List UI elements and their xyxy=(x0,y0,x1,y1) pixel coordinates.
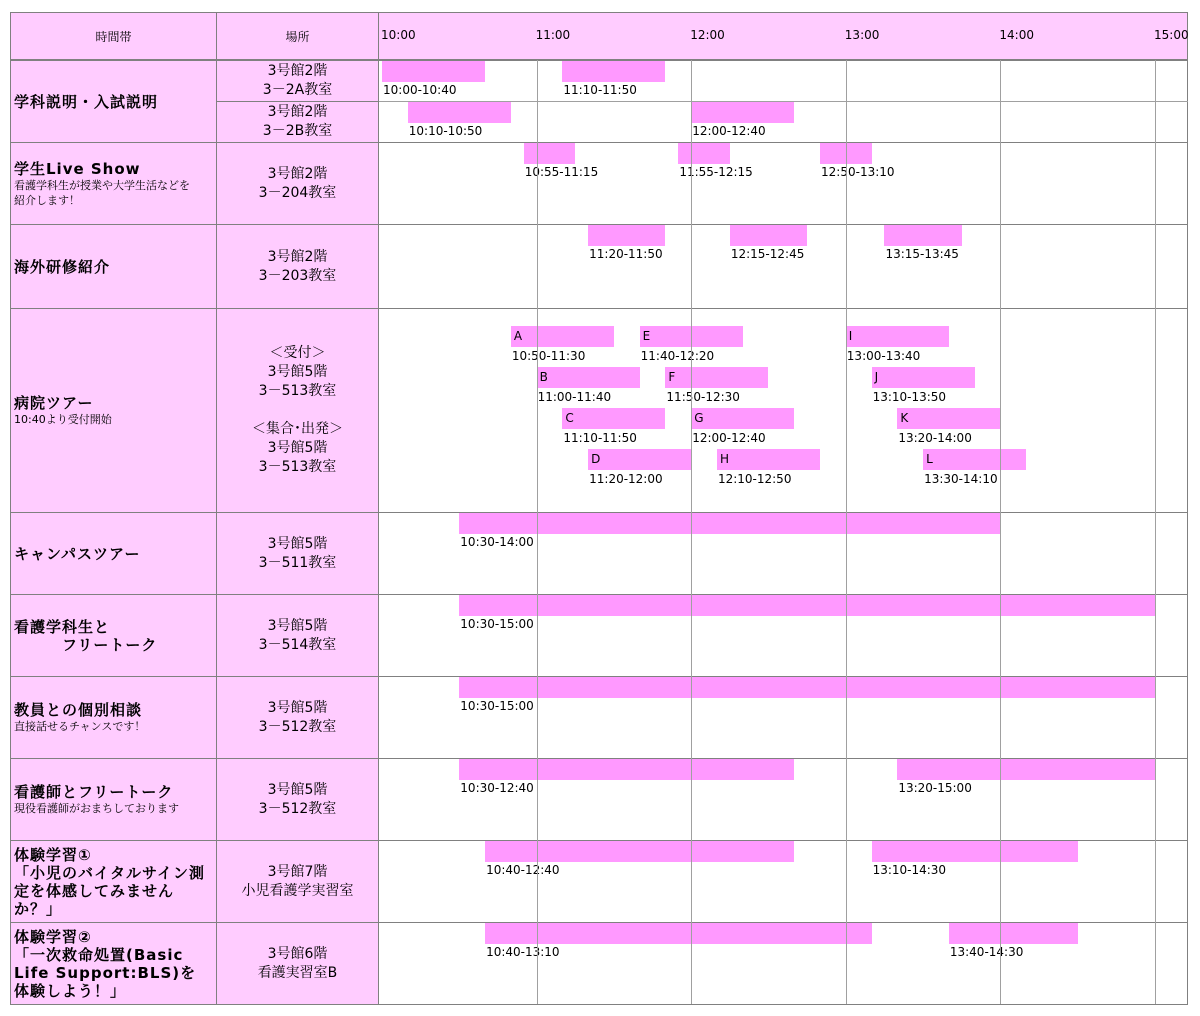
location-cell: 3号館5階 3－512教室 xyxy=(216,676,379,759)
session-time-label: 12:00-12:40 xyxy=(692,124,766,138)
tour-bar[interactable] xyxy=(872,367,975,388)
location-cell: 3号館7階 小児看護学実習室 xyxy=(216,840,379,923)
session-time-label: 10:30-14:00 xyxy=(460,535,534,549)
session-bar[interactable] xyxy=(485,923,872,944)
session-bar[interactable] xyxy=(588,225,665,246)
session-bar[interactable] xyxy=(730,225,807,246)
session-bar[interactable] xyxy=(524,143,576,164)
session-time-label: 10:40-12:40 xyxy=(486,863,560,877)
session-time-label: 10:40-13:10 xyxy=(486,945,560,959)
time-tick-label: 11:00 xyxy=(535,28,571,42)
header-time-slot: 時間帯 xyxy=(10,12,217,60)
tour-time-label: 12:10-12:50 xyxy=(717,472,792,486)
session-bar[interactable] xyxy=(691,102,794,123)
tour-time-label: 10:50-11:30 xyxy=(511,349,586,363)
event-subtitle: 看護学科生が授業や大学生活などを 紹介します！ xyxy=(14,178,190,207)
event-label-cell xyxy=(10,224,217,309)
event-title: 学科説明・入試説明 xyxy=(14,92,159,111)
tour-letter: L xyxy=(926,452,933,466)
event-label-cell xyxy=(10,308,217,513)
location-cell: 3号館5階 3－511教室 xyxy=(216,512,379,595)
session-time-label: 13:40-14:30 xyxy=(949,945,1024,959)
tour-time-label: 12:00-12:40 xyxy=(692,431,766,445)
session-time-label: 12:50-13:10 xyxy=(821,165,895,179)
header-timeline xyxy=(378,12,1188,60)
event-label-cell xyxy=(10,60,217,143)
event-label-cell xyxy=(10,922,217,1005)
event-title: 教員との個別相談 xyxy=(14,701,143,719)
tour-time-label: 11:20-12:00 xyxy=(589,472,663,486)
location-cell: 3号館2階 3－203教室 xyxy=(216,224,379,309)
tour-time-label: 11:00-11:40 xyxy=(537,390,612,404)
event-label-cell xyxy=(10,840,217,923)
tour-bar[interactable] xyxy=(588,449,691,470)
session-bar[interactable] xyxy=(459,677,1155,698)
location-cell: 3号館2階 3－2B教室 xyxy=(216,101,379,143)
timeline-cell xyxy=(378,142,1188,225)
event-label-cell xyxy=(10,594,217,677)
event-label-cell xyxy=(10,142,217,225)
tour-bar[interactable] xyxy=(717,449,820,470)
hour-gridline xyxy=(691,60,692,1004)
tour-bar[interactable] xyxy=(691,408,794,429)
event-title: キャンパスツアー xyxy=(14,544,141,563)
event-title: 海外研修紹介 xyxy=(14,257,111,276)
session-time-label: 13:15-13:45 xyxy=(885,247,959,261)
tour-letter: A xyxy=(513,329,523,343)
location-cell: 3号館2階 3－2A教室 xyxy=(216,60,379,102)
tour-time-label: 11:10-11:50 xyxy=(563,431,637,445)
tour-bar[interactable] xyxy=(846,326,949,347)
session-bar[interactable] xyxy=(485,841,794,862)
time-tick-label: 12:00 xyxy=(690,28,725,42)
session-bar[interactable] xyxy=(459,513,1000,534)
tour-time-label: 11:50-12:30 xyxy=(666,390,740,404)
tour-bar[interactable] xyxy=(562,408,665,429)
event-label-cell xyxy=(10,512,217,595)
session-bar[interactable] xyxy=(949,923,1078,944)
event-subtitle: 10:40より受付開始 xyxy=(14,413,112,426)
tour-letter: F xyxy=(668,370,676,384)
tour-bar[interactable] xyxy=(537,367,640,388)
tour-letter: C xyxy=(565,411,574,425)
time-tick-label: 14:00 xyxy=(999,28,1034,42)
tour-time-label: 13:00-13:40 xyxy=(846,349,921,363)
session-bar[interactable] xyxy=(678,143,730,164)
session-time-label: 10:30-15:00 xyxy=(460,617,534,631)
hour-gridline xyxy=(1000,60,1001,1004)
location-cell: ＜受付＞ 3号館5階 3－513教室 ＜集合･出発＞ 3号館5階 3－513教室 xyxy=(216,308,379,513)
session-time-label: 13:10-14:30 xyxy=(872,863,947,877)
tour-letter: B xyxy=(539,370,548,384)
event-subtitle: 直接話せるチャンスです！ xyxy=(14,720,146,733)
session-time-label: 10:10-10:50 xyxy=(408,124,483,138)
event-label-cell xyxy=(10,676,217,759)
session-time-label: 10:55-11:15 xyxy=(524,165,599,179)
tour-letter: H xyxy=(719,452,729,466)
session-bar[interactable] xyxy=(897,759,1155,780)
session-time-label: 12:15-12:45 xyxy=(730,247,805,261)
header-location: 場所 xyxy=(216,12,379,60)
session-bar[interactable] xyxy=(884,225,961,246)
tour-bar[interactable] xyxy=(511,326,614,347)
time-tick-label: 15:00 xyxy=(1154,28,1189,42)
session-bar[interactable] xyxy=(562,61,665,82)
session-bar[interactable] xyxy=(382,61,485,82)
session-bar[interactable] xyxy=(459,759,794,780)
session-time-label: 10:30-12:40 xyxy=(460,781,534,795)
tour-letter: E xyxy=(642,329,651,343)
tour-time-label: 13:30-14:10 xyxy=(924,472,998,486)
tour-letter: D xyxy=(591,452,601,466)
session-time-label: 11:10-11:50 xyxy=(563,83,637,97)
tour-time-label: 13:10-13:50 xyxy=(872,390,947,404)
session-time-label: 10:30-15:00 xyxy=(460,699,534,713)
hour-gridline xyxy=(537,60,538,1004)
tour-bar[interactable] xyxy=(923,449,1026,470)
session-time-label: 11:55-12:15 xyxy=(679,165,753,179)
event-title: 看護師とフリートーク xyxy=(14,783,174,801)
tour-letter: I xyxy=(848,329,853,343)
event-title: 学生Live Show xyxy=(14,159,141,178)
location-cell: 3号館5階 3－514教室 xyxy=(216,594,379,677)
event-title: 体験学習② 「一次救命処置(Basic Life Support:BLS)を 体験しよう！」 xyxy=(14,927,197,1000)
hour-gridline xyxy=(1155,60,1156,1004)
hour-gridline xyxy=(846,60,847,1004)
tour-letter: J xyxy=(874,370,879,384)
event-title: 病院ツアー xyxy=(14,394,94,412)
session-time-label: 11:20-11:50 xyxy=(589,247,663,261)
time-tick-label: 10:00 xyxy=(381,28,416,42)
location-cell: 3号館5階 3－512教室 xyxy=(216,758,379,841)
session-bar[interactable] xyxy=(872,841,1078,862)
location-cell: 3号館2階 3－204教室 xyxy=(216,142,379,225)
location-cell: 3号館6階 看護実習室B xyxy=(216,922,379,1005)
tour-letter: K xyxy=(900,411,909,425)
tour-bar[interactable] xyxy=(665,367,768,388)
event-title: 看護学科生と フリートーク xyxy=(14,617,158,654)
tour-bar[interactable] xyxy=(897,408,1000,429)
event-title: 体験学習① 「小児のバイタルサイン測 定を体感してみません か？」 xyxy=(14,845,205,918)
tour-letter: G xyxy=(694,411,704,425)
session-time-label: 13:20-15:00 xyxy=(898,781,972,795)
event-subtitle: 現役看護師がおまちしております xyxy=(14,802,179,815)
tour-time-label: 11:40-12:20 xyxy=(640,349,715,363)
time-tick-label: 13:00 xyxy=(844,28,880,42)
session-time-label: 10:00-10:40 xyxy=(383,83,457,97)
session-bar[interactable] xyxy=(459,595,1155,616)
session-bar[interactable] xyxy=(408,102,511,123)
event-label-cell xyxy=(10,758,217,841)
tour-time-label: 13:20-14:00 xyxy=(898,431,972,445)
